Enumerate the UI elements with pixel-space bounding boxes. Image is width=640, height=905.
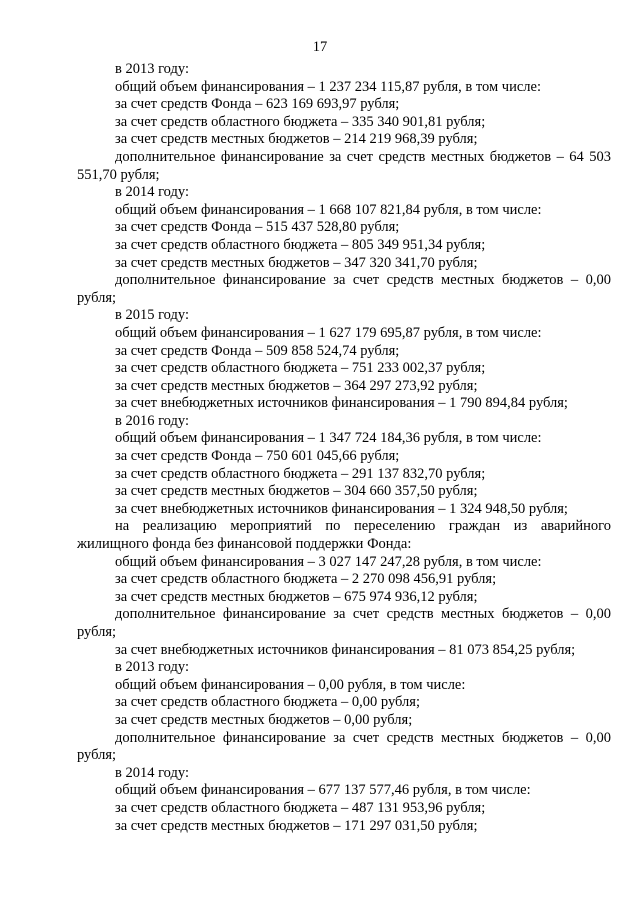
paragraph: общий объем финансирования – 3 027 147 247,28 рубля, в том числе:	[115, 553, 542, 570]
paragraph: за счет средств областного бюджета – 2 270 098 456,91 рубля;	[115, 571, 497, 588]
paragraph: за счет средств областного бюджета – 335 340 901,81 рубля;	[115, 113, 486, 130]
paragraph: за счет средств Фонда – 623 169 693,97 рубля;	[115, 96, 400, 113]
paragraph: в 2016 году:	[115, 412, 189, 429]
paragraph: за счет средств местных бюджетов – 347 320 341,70 рубля;	[115, 254, 478, 271]
paragraph: за счет средств областного бюджета – 291 137 832,70 рубля;	[115, 465, 486, 482]
paragraph: общий объем финансирования – 1 237 234 115,87 рубля, в том числе:	[115, 78, 541, 95]
paragraph: в 2015 году:	[115, 307, 189, 324]
paragraph: дополнительное финансирование за счет средств местных бюджетов – 0,00 рубля;	[77, 272, 611, 306]
paragraph: за счет средств местных бюджетов – 0,00 рубля;	[115, 711, 413, 728]
paragraph: дополнительное финансирование за счет средств местных бюджетов – 0,00 рубля;	[77, 729, 611, 764]
paragraph: общий объем финансирования – 1 347 724 184,36 рубля, в том числе:	[115, 430, 542, 447]
paragraph: за счет средств областного бюджета – 805 349 951,34 рубля;	[115, 236, 486, 253]
paragraph: общий объем финансирования – 1 668 107 821,84 рубля, в том числе:	[115, 201, 542, 218]
paragraph: дополнительное финансирование за счет средств местных бюджетов – 0,00 рубля;	[77, 606, 611, 640]
paragraph: за счет средств местных бюджетов – 304 660 357,50 рубля;	[115, 483, 478, 500]
paragraph: общий объем финансирования – 0,00 рубля, в том числе:	[115, 676, 466, 693]
paragraph: за счет средств областного бюджета – 751 233 002,37 рубля;	[115, 360, 486, 377]
paragraph: за счет средств областного бюджета – 487 131 953,96 рубля;	[115, 799, 486, 816]
paragraph: на реализацию мероприятий по переселению граждан из аварийного жилищного фонда без финансовой поддержки Фонда:	[77, 518, 611, 553]
paragraph: за счет средств местных бюджетов – 675 974 936,12 рубля;	[115, 588, 478, 605]
paragraph: за счет средств местных бюджетов – 171 297 031,50 рубля;	[115, 817, 478, 834]
paragraph: за счет средств местных бюджетов – 214 219 968,39 рубля;	[115, 131, 478, 148]
paragraph: за счет средств местных бюджетов – 364 297 273,92 рубля;	[115, 377, 478, 394]
paragraph: за счет средств Фонда – 750 601 045,66 рубля;	[115, 448, 400, 465]
paragraph: в 2014 году:	[115, 184, 189, 201]
paragraph: за счет средств Фонда – 515 437 528,80 рубля;	[115, 219, 400, 236]
paragraph: за счет средств областного бюджета – 0,00 рубля;	[115, 694, 420, 711]
paragraph: в 2014 году:	[115, 764, 189, 781]
page-number: 17	[312, 39, 328, 55]
paragraph: общий объем финансирования – 677 137 577,46 рубля, в том числе:	[115, 782, 531, 799]
paragraph: общий объем финансирования – 1 627 179 695,87 рубля, в том числе:	[115, 324, 542, 341]
paragraph: в 2013 году:	[115, 61, 189, 77]
paragraph: дополнительное финансирование за счет средств местных бюджетов – 64 503 551,70 рубля;	[77, 148, 611, 183]
paragraph: за счет внебюджетных источников финансирования – 1 324 948,50 рубля;	[115, 500, 568, 517]
paragraph: за счет внебюджетных источников финансирования – 1 790 894,84 рубля;	[115, 395, 568, 412]
paragraph: за счет средств Фонда – 509 858 524,74 рубля;	[115, 342, 400, 359]
paragraph: за счет внебюджетных источников финансирования – 81 073 854,25 рубля;	[115, 641, 576, 658]
paragraph: в 2013 году:	[115, 659, 189, 676]
document-body	[77, 61, 611, 835]
